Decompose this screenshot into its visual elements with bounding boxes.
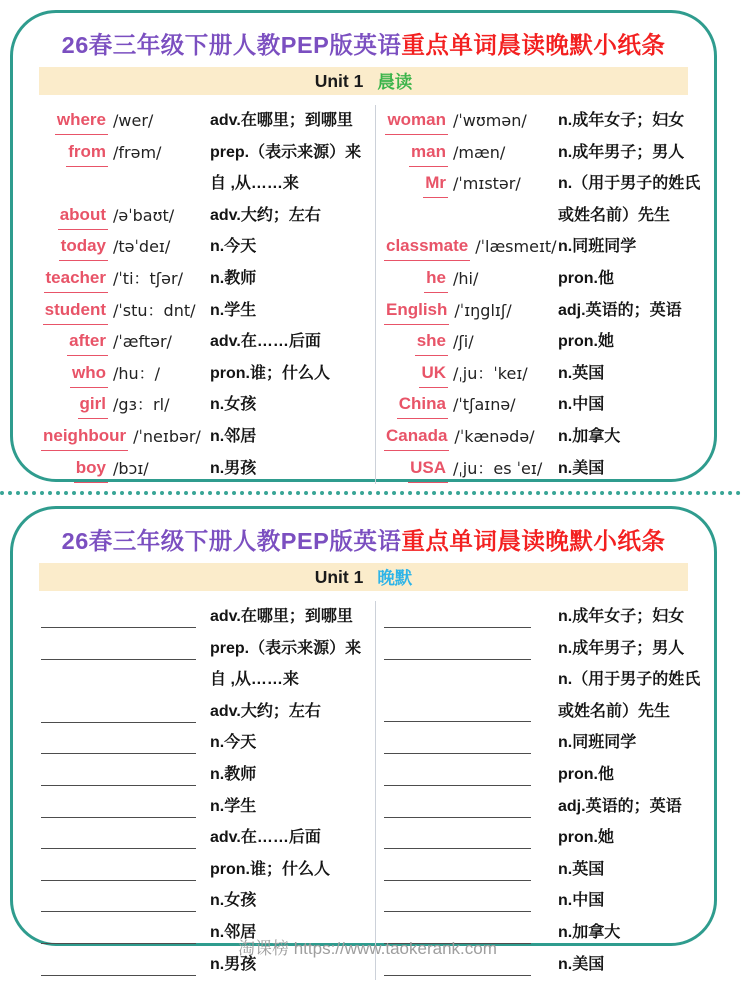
word-cell xyxy=(384,421,449,451)
chinese-definition xyxy=(558,759,614,791)
definition-line: adj.英语的；英语 xyxy=(558,797,682,815)
watermark-text: 淘课榜 https://www.taokerank.com xyxy=(238,939,497,958)
vocab-row xyxy=(41,885,375,917)
vocab-row xyxy=(384,168,714,231)
chinese-definition xyxy=(210,885,256,917)
answer-blank-line[interactable] xyxy=(41,759,196,786)
chinese-definition xyxy=(558,168,700,231)
word-cell xyxy=(384,231,470,261)
vocab-row xyxy=(41,759,375,791)
phonetic-transcription: /ˌju：ˈkeɪ/ xyxy=(453,363,528,383)
vocab-row xyxy=(384,885,714,917)
definition-line: adv.大约；左右 xyxy=(210,702,321,720)
answer-blank-line[interactable] xyxy=(41,791,196,818)
english-word: teacher xyxy=(44,263,108,293)
english-word: today xyxy=(59,231,108,261)
word-entry xyxy=(384,421,558,453)
definition-line: pron.他 xyxy=(558,269,614,287)
definition-line: pron.谁；什么人 xyxy=(210,364,330,382)
vocab-column-left xyxy=(13,105,375,484)
unit-label: Unit 1 xyxy=(314,566,364,587)
answer-blank-line[interactable] xyxy=(384,759,531,786)
vocab-row xyxy=(41,389,375,421)
sheet-title xyxy=(13,522,714,556)
english-word: Mr xyxy=(423,168,448,198)
definition-line: n.英国 xyxy=(558,364,605,382)
chinese-definition xyxy=(210,759,256,791)
chinese-definition xyxy=(210,421,256,453)
chinese-definition xyxy=(558,326,614,358)
english-word: from xyxy=(66,137,108,167)
chinese-definition xyxy=(558,854,604,886)
definition-line: n.成年男子；男人 xyxy=(558,143,685,161)
answer-blank-line[interactable] xyxy=(384,695,531,722)
phonetic-transcription: /təˈdeɪ/ xyxy=(113,237,171,257)
chinese-definition xyxy=(558,791,682,823)
english-word: English xyxy=(384,295,449,325)
english-word: after xyxy=(67,326,108,356)
word-entry xyxy=(41,231,210,263)
phonetic-transcription: /ˈstu：dnt/ xyxy=(113,300,196,320)
definition-line: n.（用于男子的姓氏 xyxy=(558,671,701,689)
answer-blank-line[interactable] xyxy=(41,885,196,912)
english-word: USA xyxy=(408,453,448,483)
chinese-definition xyxy=(210,822,321,854)
vocab-row xyxy=(384,358,714,390)
definition-line: n.男孩 xyxy=(210,955,257,973)
vocab-row xyxy=(384,263,714,295)
chinese-definition xyxy=(210,791,256,823)
english-word: boy xyxy=(74,453,108,483)
dictation-columns xyxy=(13,601,714,980)
phonetic-transcription: /ˈtʃaɪnə/ xyxy=(453,395,516,415)
vocab-row xyxy=(384,664,714,727)
chinese-definition xyxy=(210,200,321,232)
chinese-definition xyxy=(558,389,604,421)
answer-blank-line[interactable] xyxy=(41,601,196,628)
chinese-definition xyxy=(558,231,636,263)
word-cell xyxy=(41,389,108,419)
word-entry xyxy=(41,137,210,169)
phonetic-transcription: /ˈwʊmən/ xyxy=(453,111,527,130)
answer-blank-line[interactable] xyxy=(384,633,531,660)
word-cell xyxy=(41,421,128,451)
chinese-definition xyxy=(558,453,604,485)
chinese-definition xyxy=(558,421,620,453)
unit-label: Unit 1 xyxy=(314,70,364,91)
chinese-definition xyxy=(210,105,353,137)
definition-line: prep.（表示来源）来 xyxy=(210,143,362,161)
phonetic-transcription: /ˈneɪbər/ xyxy=(133,426,201,446)
chinese-definition xyxy=(558,917,620,949)
definition-line: n.教师 xyxy=(210,269,257,287)
vocab-row xyxy=(41,105,375,137)
chinese-definition xyxy=(210,358,330,390)
definition-line: adj.英语的；英语 xyxy=(558,301,682,319)
word-entry xyxy=(41,263,210,295)
english-word: neighbour xyxy=(41,421,128,451)
chinese-definition xyxy=(210,696,321,728)
definition-line: n.男孩 xyxy=(210,459,257,477)
answer-blank-line[interactable] xyxy=(41,696,196,723)
chinese-definition xyxy=(558,137,684,169)
definition-line: pron.谁；什么人 xyxy=(210,860,330,878)
word-entry xyxy=(41,421,210,453)
english-word: about xyxy=(58,200,108,230)
vocab-row xyxy=(41,231,375,263)
definition-line: n.成年女子；妇女 xyxy=(558,112,685,129)
vocab-row xyxy=(41,696,375,728)
english-word: student xyxy=(43,295,108,325)
chinese-definition xyxy=(210,633,361,696)
definition-line: adv.在哪里；到哪里 xyxy=(210,112,353,129)
vocab-row xyxy=(41,263,375,295)
english-word: China xyxy=(397,389,448,419)
vocab-row xyxy=(384,601,714,633)
unit-header-evening xyxy=(39,563,688,591)
vocab-row xyxy=(384,421,714,453)
phonetic-transcription: /bɔɪ/ xyxy=(113,458,149,478)
definition-line: pron.他 xyxy=(558,765,614,783)
word-cell xyxy=(41,105,108,135)
chinese-definition xyxy=(558,885,604,917)
chinese-definition xyxy=(558,263,614,295)
word-entry xyxy=(384,263,558,295)
word-entry xyxy=(384,168,558,200)
unit-header-morning xyxy=(39,67,688,95)
definition-line: n.中国 xyxy=(558,396,605,414)
answer-blank-line[interactable] xyxy=(384,885,531,912)
answer-blank-line[interactable] xyxy=(384,854,531,881)
answer-blank-line[interactable] xyxy=(41,917,196,944)
phonetic-transcription: /hu：/ xyxy=(113,363,161,383)
definition-line: n.邻居 xyxy=(210,923,257,941)
vocab-row xyxy=(41,137,375,200)
definition-line: 或姓名前）先生 xyxy=(558,702,671,720)
mode-label-evening: 晚默 xyxy=(377,567,413,588)
definition-line: prep.（表示来源）来 xyxy=(210,639,362,657)
chinese-definition xyxy=(558,664,700,727)
vocab-row xyxy=(41,791,375,823)
chinese-definition xyxy=(210,389,256,421)
vocab-row xyxy=(384,759,714,791)
phonetic-transcription: /əˈbaʊt/ xyxy=(113,205,175,225)
word-cell xyxy=(41,137,108,167)
word-entry xyxy=(41,105,210,137)
definition-line: n.美国 xyxy=(558,955,605,973)
word-entry xyxy=(384,137,558,169)
word-cell xyxy=(41,453,108,483)
definition-line: adv.大约；左右 xyxy=(210,206,321,224)
phonetic-transcription: /ˌju：es ˈeɪ/ xyxy=(453,458,543,478)
vocab-column-right xyxy=(375,105,714,484)
word-cell xyxy=(384,358,448,388)
word-cell xyxy=(41,326,108,356)
english-word: girl xyxy=(78,389,108,419)
word-cell xyxy=(384,295,449,325)
word-entry xyxy=(41,295,210,327)
chinese-definition xyxy=(558,949,604,981)
word-entry xyxy=(41,326,210,358)
phonetic-transcription: /gɜ：rl/ xyxy=(113,395,170,415)
english-word: UK xyxy=(419,358,448,388)
word-cell xyxy=(384,453,448,483)
vocab-row xyxy=(41,295,375,327)
definition-line: n.中国 xyxy=(558,892,605,910)
vocab-row xyxy=(41,601,375,633)
vocab-row xyxy=(384,822,714,854)
definition-line: n.教师 xyxy=(210,765,257,783)
english-word: man xyxy=(409,137,448,167)
answer-blank-line[interactable] xyxy=(384,822,531,849)
vocab-row xyxy=(384,105,714,137)
word-entry xyxy=(384,231,558,263)
english-word: woman xyxy=(385,105,448,135)
phonetic-transcription: /wer/ xyxy=(113,111,154,130)
sheet-title-highlight: 重点单词晨读晚默小纸条 xyxy=(401,32,666,58)
phonetic-transcription: /hi/ xyxy=(453,268,479,288)
vocab-row xyxy=(384,295,714,327)
definition-line: n.女孩 xyxy=(210,396,257,414)
chinese-definition xyxy=(210,453,256,485)
word-cell xyxy=(384,105,448,135)
answer-blank-line[interactable] xyxy=(41,727,196,754)
definition-line: n.学生 xyxy=(210,797,257,815)
definition-line: n.女孩 xyxy=(210,892,257,910)
english-word: he xyxy=(424,263,448,293)
definition-line: pron.她 xyxy=(558,829,614,847)
word-entry xyxy=(384,295,558,327)
definition-line: adv.在哪里；到哪里 xyxy=(210,608,353,625)
vocab-row xyxy=(41,727,375,759)
answer-blank-line[interactable] xyxy=(384,727,531,754)
vocab-row xyxy=(384,727,714,759)
phonetic-transcription: /ˈæftər/ xyxy=(113,332,172,352)
definition-line: n.英国 xyxy=(558,860,605,878)
chinese-definition xyxy=(558,105,684,137)
vocab-row xyxy=(384,231,714,263)
definition-line: n.（用于男子的姓氏 xyxy=(558,175,701,193)
english-word: where xyxy=(55,105,108,135)
vocab-row xyxy=(41,854,375,886)
definition-line: n.今天 xyxy=(210,734,257,752)
phonetic-transcription: /ˈmɪstər/ xyxy=(453,174,521,194)
definition-line: n.学生 xyxy=(210,301,257,319)
chinese-definition xyxy=(210,137,361,200)
chinese-definition xyxy=(558,633,684,665)
phonetic-transcription: /frəm/ xyxy=(113,142,162,162)
word-entry xyxy=(41,200,210,232)
vocab-row xyxy=(384,791,714,823)
definition-line: 或姓名前）先生 xyxy=(558,206,671,224)
chinese-definition xyxy=(210,601,353,633)
answer-blank-line[interactable] xyxy=(384,791,531,818)
word-cell xyxy=(41,295,108,325)
word-cell xyxy=(384,137,448,167)
word-entry xyxy=(384,105,558,137)
chinese-definition xyxy=(210,295,256,327)
word-cell xyxy=(384,168,448,198)
word-cell xyxy=(41,231,108,261)
dictation-column-left xyxy=(13,601,375,980)
answer-blank-line[interactable] xyxy=(41,854,196,881)
vocab-row xyxy=(384,389,714,421)
definition-line: n.同班同学 xyxy=(558,734,637,752)
definition-line: n.成年女子；妇女 xyxy=(558,608,685,625)
english-word: classmate xyxy=(384,231,470,261)
phonetic-transcription: /ˈɪŋglɪʃ/ xyxy=(454,300,512,320)
vocab-row xyxy=(384,854,714,886)
chinese-definition xyxy=(210,727,256,759)
definition-line: adv.在……后面 xyxy=(210,333,321,351)
dictation-column-right xyxy=(375,601,714,980)
definition-line: n.同班同学 xyxy=(558,238,637,256)
vocab-row xyxy=(384,633,714,665)
word-cell xyxy=(384,389,448,419)
dotted-cut-line xyxy=(0,491,741,495)
vocab-row xyxy=(384,326,714,358)
word-entry xyxy=(41,389,210,421)
vocab-row xyxy=(41,200,375,232)
mode-label-morning: 晨读 xyxy=(377,71,413,92)
vocab-columns xyxy=(13,105,714,484)
chinese-definition xyxy=(210,326,321,358)
chinese-definition xyxy=(558,601,684,633)
vocab-row xyxy=(41,633,375,696)
english-word: she xyxy=(415,326,448,356)
chinese-definition xyxy=(558,727,636,759)
chinese-definition xyxy=(210,231,256,263)
word-cell xyxy=(41,358,108,388)
vocab-row xyxy=(41,421,375,453)
phonetic-transcription: /ʃi/ xyxy=(453,332,474,352)
chinese-definition xyxy=(210,263,256,295)
answer-blank-line[interactable] xyxy=(41,633,196,660)
definition-line: n.邻居 xyxy=(210,427,257,445)
sheet-title-series: 26春三年级下册人教PEP版英语 xyxy=(61,32,402,58)
definition-line: n.成年男子；男人 xyxy=(558,639,685,657)
vocab-row xyxy=(41,822,375,854)
definition-line: n.加拿大 xyxy=(558,427,621,445)
chinese-definition xyxy=(558,295,682,327)
chinese-definition xyxy=(558,822,614,854)
word-cell xyxy=(384,263,448,293)
chinese-definition xyxy=(558,358,604,390)
word-entry xyxy=(384,389,558,421)
word-entry xyxy=(41,453,210,485)
english-word: who xyxy=(70,358,108,388)
phonetic-transcription: /mæn/ xyxy=(453,142,506,162)
definition-line: pron.她 xyxy=(558,333,614,351)
phonetic-transcription: /ˈti：tʃər/ xyxy=(113,268,183,288)
definition-line: n.加拿大 xyxy=(558,923,621,941)
definition-line: adv.在……后面 xyxy=(210,829,321,847)
word-cell xyxy=(384,326,448,356)
vocab-row xyxy=(384,453,714,485)
word-entry xyxy=(41,358,210,390)
vocab-row xyxy=(41,326,375,358)
phonetic-transcription: /ˈlæsmeɪt/ xyxy=(475,237,557,257)
sheet-title-series: 26春三年级下册人教PEP版英语 xyxy=(61,528,402,554)
sheet-title xyxy=(13,26,714,60)
definition-line: n.美国 xyxy=(558,459,605,477)
vocab-row xyxy=(41,453,375,485)
definition-line: n.今天 xyxy=(210,238,257,256)
word-entry xyxy=(384,358,558,390)
morning-reading-card xyxy=(10,10,717,482)
word-cell xyxy=(41,263,108,293)
answer-blank-line[interactable] xyxy=(384,601,531,628)
answer-blank-line[interactable] xyxy=(41,822,196,849)
answer-blank-line[interactable] xyxy=(41,949,196,976)
vocab-row xyxy=(41,358,375,390)
word-cell xyxy=(41,200,108,230)
chinese-definition xyxy=(210,854,330,886)
word-entry xyxy=(384,326,558,358)
definition-line: 自 ,从……来 xyxy=(210,671,299,689)
vocab-row xyxy=(384,137,714,169)
definition-line: 自 ,从……来 xyxy=(210,175,299,193)
english-word: Canada xyxy=(384,421,449,451)
phonetic-transcription: /ˈkænədə/ xyxy=(454,426,535,446)
sheet-title-highlight: 重点单词晨读晚默小纸条 xyxy=(401,528,666,554)
word-entry xyxy=(384,453,558,485)
